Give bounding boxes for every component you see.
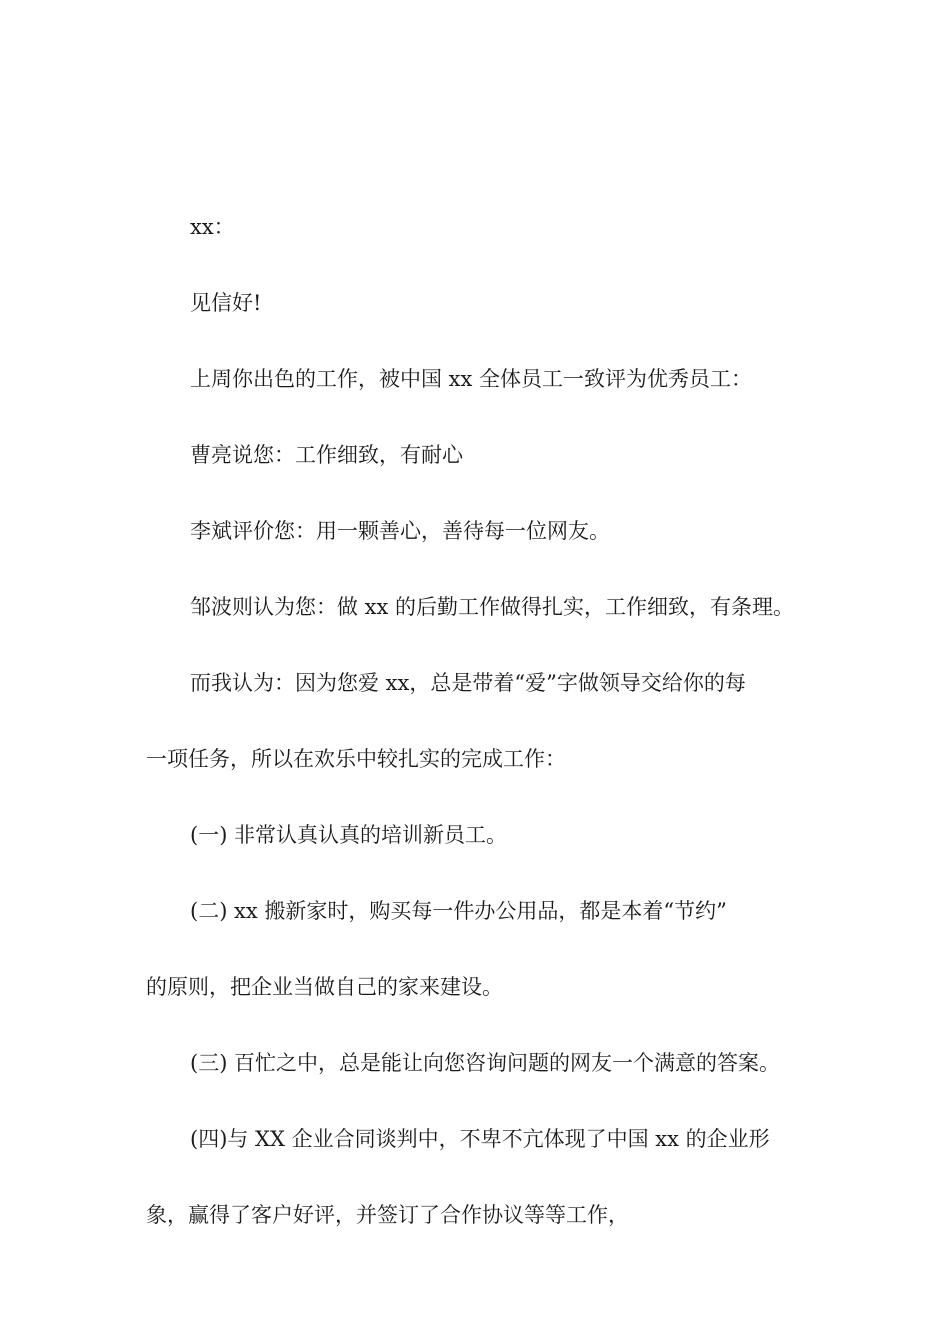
list-item-4-line2: 象，赢得了客户好评，并签订了合作协议等等工作，	[146, 1203, 629, 1227]
list-item-4-line1: (四)与 XX 企业合同谈判中，不卑不亢体现了中国 xx 的企业形	[190, 1127, 770, 1151]
list-item-2-line1: (二) xx 搬新家时，购买每一件办公用品，都是本着“节约”	[190, 899, 727, 923]
paragraph-libin: 李斌评价您：用一颗善心，善待每一位网友。	[190, 519, 610, 543]
list-item-3: (三) 百忙之中，总是能让向您咨询问题的网友一个满意的答案。	[190, 1051, 781, 1075]
paragraph-opinion-line2: 一项任务，所以在欢乐中较扎实的完成工作：	[146, 747, 566, 771]
list-item-2-line2: 的原则，把企业当做自己的家来建设。	[146, 975, 503, 999]
paragraph-caoliang: 曹亮说您：工作细致，有耐心	[190, 443, 463, 467]
paragraph-intro: 上周你出色的工作，被中国 xx 全体员工一致评为优秀员工：	[190, 367, 753, 391]
paragraph-zoubo: 邹波则认为您：做 xx 的后勤工作做得扎实，工作细致，有条理。	[190, 595, 795, 619]
salutation: xx：	[190, 215, 235, 239]
list-item-1: (一) 非常认真认真的培训新员工。	[190, 823, 508, 847]
greeting: 见信好!	[190, 291, 262, 315]
paragraph-opinion-line1: 而我认为：因为您爱 xx，总是带着“爱”字做领导交给你的每	[190, 671, 746, 695]
letter-body	[146, 207, 826, 1235]
